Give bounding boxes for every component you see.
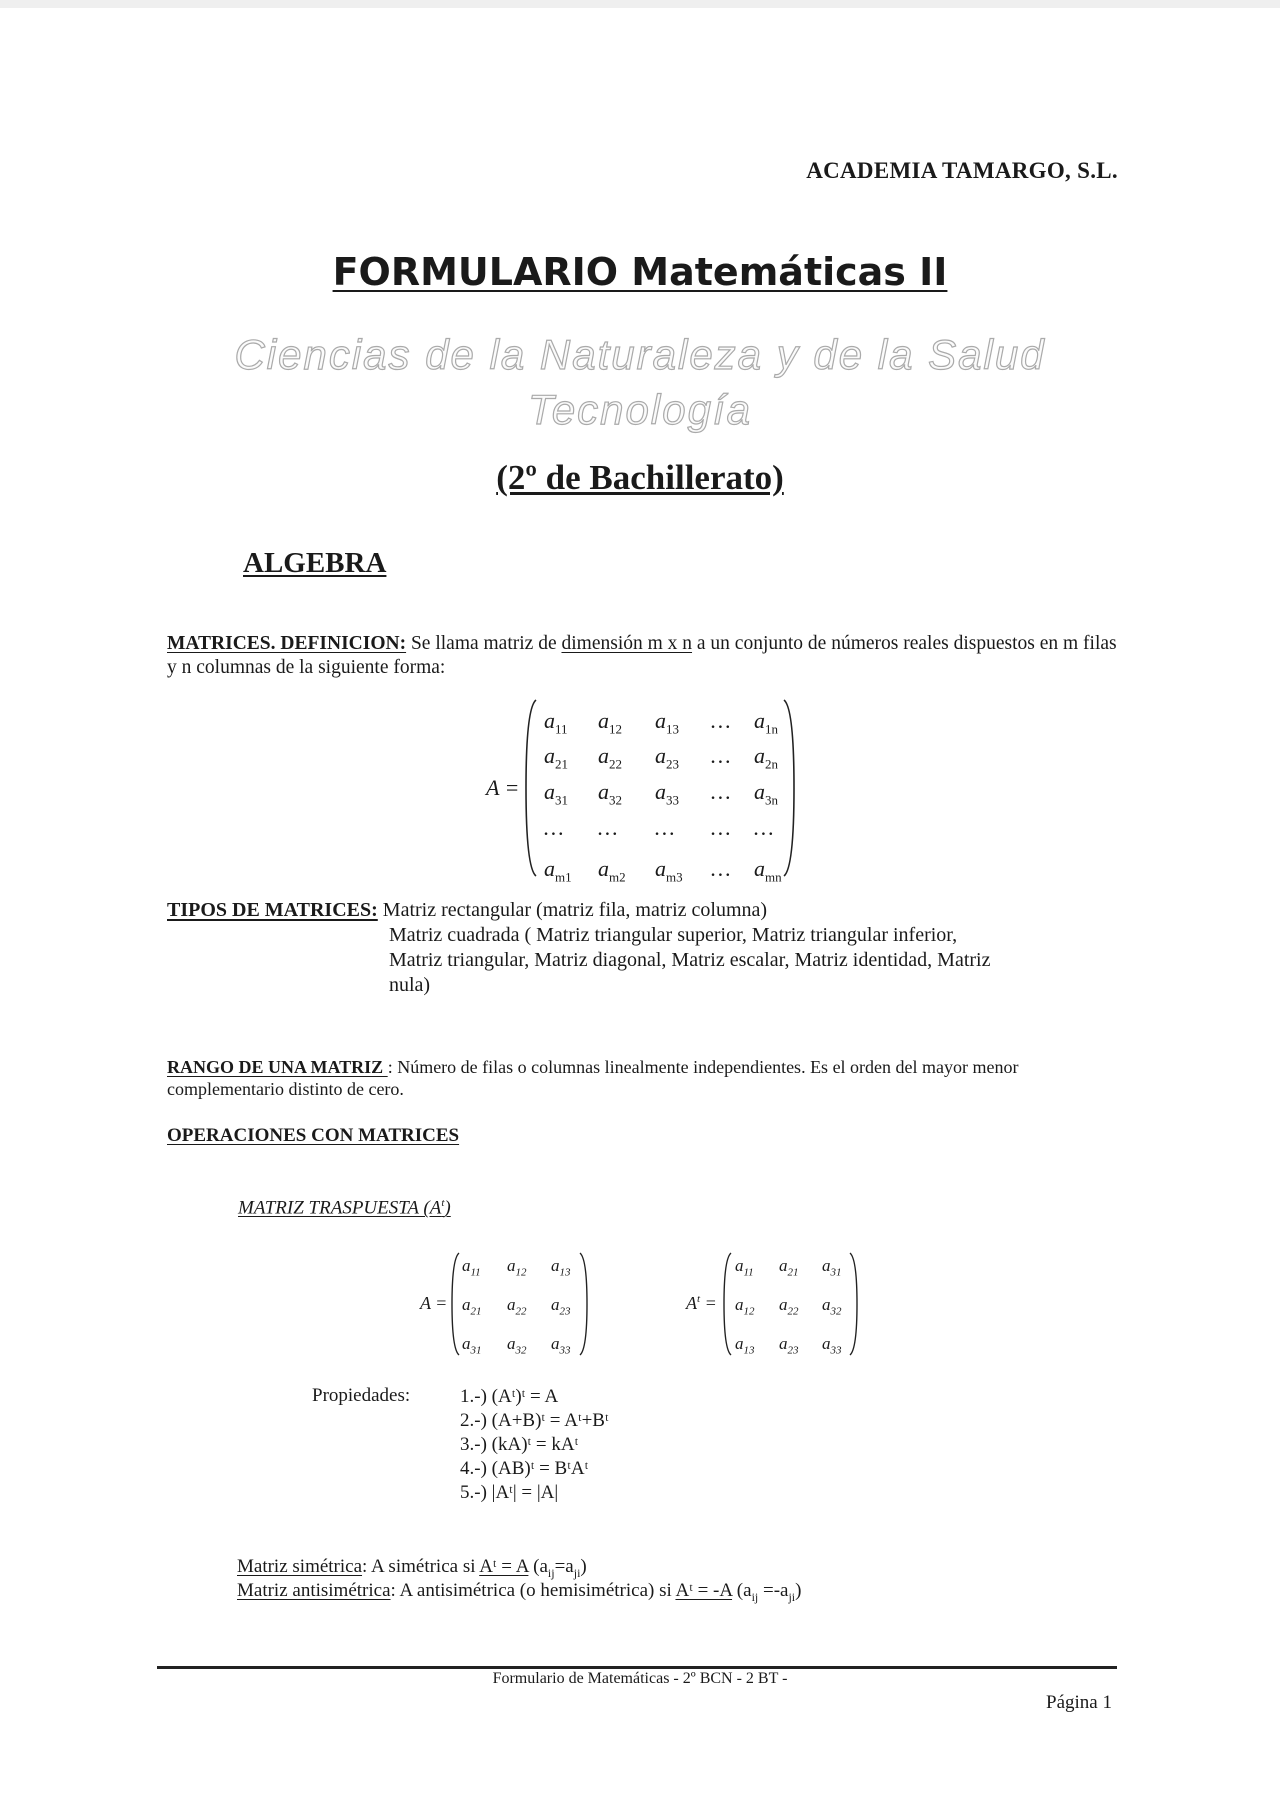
matrix-entry: $a_{m1}$ bbox=[544, 856, 572, 885]
matrix-entry: $a_{32}$ bbox=[507, 1334, 527, 1357]
rango-matriz: RANGO DE UNA MATRIZ : Número de filas o columnas linealmente independientes. Es el orden del mayor menor complementario distinto de cero. bbox=[167, 1057, 1019, 1099]
traspuesta-At-lhs: $A^t$ = bbox=[686, 1293, 717, 1313]
matrix-entry: … bbox=[711, 708, 731, 733]
matrix-entry: $a_{21}$ bbox=[544, 743, 568, 772]
matrices-definition: MATRICES. DEFINICION: Se llama matriz de dimensión m x n a un conjunto de números reales dispuestos en m filas y n columnas de la siguiente forma: bbox=[167, 633, 1117, 678]
simetrica-label: Matriz simétrica bbox=[237, 1556, 363, 1577]
subtitle-line-2: Tecnología bbox=[528, 386, 752, 433]
matrix-entry: $a_{m2}$ bbox=[598, 856, 626, 885]
matrix-entry: … bbox=[711, 779, 731, 804]
matrix-entry: … bbox=[711, 856, 731, 881]
tipos-label: TIPOS DE MATRICES: bbox=[167, 899, 378, 921]
propiedad-item: 3.-) (kA)ᵗ = kAᵗ bbox=[460, 1434, 579, 1455]
matrix-entry: $a_{mn}$ bbox=[754, 856, 782, 885]
matrix-entry: … bbox=[754, 815, 774, 840]
matrix-entry: … bbox=[598, 815, 618, 840]
matrix-left-paren bbox=[524, 698, 538, 878]
A-left-paren bbox=[451, 1251, 461, 1357]
matrix-entry: … bbox=[655, 815, 675, 840]
matrix-entry: $a_{21}$ bbox=[462, 1295, 482, 1318]
traspuesta-A-lhs: A = bbox=[420, 1293, 448, 1313]
matrix-entry: $a_{22}$ bbox=[598, 743, 622, 772]
A-right-paren bbox=[578, 1251, 588, 1357]
matrix-entry: $a_{13}$ bbox=[551, 1256, 571, 1279]
matrix-entry: $a_{13}$ bbox=[735, 1334, 755, 1357]
matrix-entry: $a_{11}$ bbox=[544, 708, 568, 737]
page-number: Página 1 bbox=[1046, 1692, 1112, 1713]
operaciones-heading: OPERACIONES CON MATRICES bbox=[167, 1125, 460, 1146]
traspuesta-heading: MATRIZ TRASPUESTA $(A^t)$ bbox=[238, 1197, 451, 1219]
matrix-general-lhs: A = bbox=[486, 775, 520, 800]
matrix-entry: $a_{31}$ bbox=[822, 1256, 842, 1279]
tipos-continuation: Matriz cuadrada ( Matriz triangular superior, Matriz triangular inferior, Matriz triangular, Matriz diagonal, Matriz escalar, Matriz identidad, Matriz nula) bbox=[389, 924, 991, 996]
matrix-entry: $a_{32}$ bbox=[598, 779, 622, 808]
footer-text: Formulario de Matemáticas - 2º BCN - 2 BT - bbox=[492, 1670, 788, 1687]
matrix-entry: $a_{23}$ bbox=[655, 743, 679, 772]
propiedad-item: 5.-) |Aᵗ| = |A| bbox=[460, 1482, 559, 1503]
At-right-paren bbox=[848, 1251, 858, 1357]
matrix-entry: $a_{33}$ bbox=[655, 779, 679, 808]
matrix-entry: $a_{23}$ bbox=[779, 1334, 799, 1357]
matrix-entry: $a_{22}$ bbox=[507, 1295, 527, 1318]
matrix-entry: $a_{1n}$ bbox=[754, 708, 778, 737]
matrix-entry: $a_{33}$ bbox=[822, 1334, 842, 1357]
matrix-entry: $a_{12}$ bbox=[735, 1295, 755, 1318]
footer-rule bbox=[157, 1666, 1117, 1669]
matrix-entry: $a_{m3}$ bbox=[655, 856, 683, 885]
antisimetrica-label: Matriz antisimétrica bbox=[237, 1580, 391, 1601]
matrices-definition-label: MATRICES. DEFINICION: bbox=[167, 633, 407, 654]
matrix-entry: $a_{33}$ bbox=[551, 1334, 571, 1357]
matrix-entry: $a_{31}$ bbox=[544, 779, 568, 808]
dimension-term: dimensión m x n bbox=[561, 633, 693, 654]
matrix-entry: $a_{12}$ bbox=[598, 708, 622, 737]
propiedad-item: 1.-) (Aᵗ)ᵗ = A bbox=[460, 1386, 559, 1407]
matrix-entry: $a_{11}$ bbox=[462, 1256, 481, 1279]
matrix-entry: $a_{3n}$ bbox=[754, 779, 778, 808]
matrix-entry: $a_{12}$ bbox=[507, 1256, 527, 1279]
matrix-entry: $a_{31}$ bbox=[462, 1334, 482, 1357]
rango-label: RANGO DE UNA MATRIZ bbox=[167, 1057, 388, 1077]
matrix-entry: … bbox=[544, 815, 564, 840]
matrix-entry: $a_{32}$ bbox=[822, 1295, 842, 1318]
scan-top-edge bbox=[0, 0, 1280, 8]
subtitle-line-1: Ciencias de la Naturaleza y de la Salud bbox=[234, 331, 1046, 378]
propiedad-item: 4.-) (AB)ᵗ = BᵗAᵗ bbox=[460, 1458, 589, 1479]
matrix-entry: $a_{11}$ bbox=[735, 1256, 754, 1279]
academy-name: ACADEMIA TAMARGO, S.L. bbox=[806, 158, 1118, 183]
course-level: (2º de Bachillerato) bbox=[496, 458, 784, 497]
matrix-right-paren bbox=[782, 698, 796, 878]
matrix-entry: $a_{13}$ bbox=[655, 708, 679, 737]
matriz-antisimetrica: Matriz antisimétrica: A antisimétrica (o hemisimétrica) si Aᵗ = -A $(a_{ij} =-a_{ji})$ bbox=[237, 1580, 802, 1604]
tipos-matrices: TIPOS DE MATRICES: Matriz rectangular (matriz fila, matriz columna) bbox=[167, 899, 768, 921]
matrix-entry: … bbox=[711, 743, 731, 768]
propiedades-label: Propiedades: bbox=[312, 1385, 411, 1406]
matrix-entry: $a_{23}$ bbox=[551, 1295, 571, 1318]
document-title: FORMULARIO Matemáticas II bbox=[332, 250, 948, 294]
matrix-entry: $a_{21}$ bbox=[779, 1256, 799, 1279]
matrix-entry: … bbox=[711, 815, 731, 840]
At-left-paren bbox=[723, 1251, 733, 1357]
propiedad-item: 2.-) (A+B)ᵗ = Aᵗ+Bᵗ bbox=[460, 1410, 609, 1431]
propiedades-list bbox=[460, 1385, 609, 1505]
matrix-entry: $a_{22}$ bbox=[779, 1295, 799, 1318]
section-heading: ALGEBRA bbox=[243, 547, 387, 579]
matriz-simetrica: Matriz simétrica: A simétrica si Aᵗ = A $(a_{ij}=a_{ji})$ bbox=[237, 1556, 587, 1580]
matrix-entry: $a_{2n}$ bbox=[754, 743, 778, 772]
